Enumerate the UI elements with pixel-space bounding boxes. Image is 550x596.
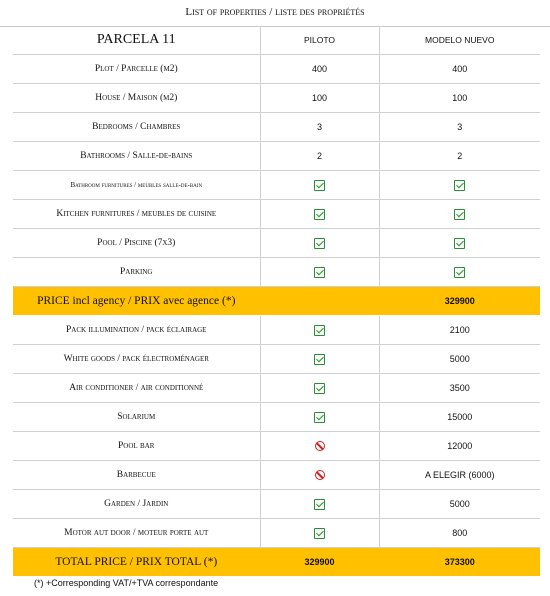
check-cell: [260, 171, 379, 200]
check-icon: [314, 354, 325, 365]
table-row: [13, 461, 540, 490]
check-icon: [454, 209, 465, 220]
row-label: Bathrooms / Salle-de-bains: [13, 142, 260, 171]
value-cell: 2100: [379, 316, 540, 345]
check-cell: [260, 519, 379, 548]
check-icon: [314, 238, 325, 249]
prohibited-icon: [315, 441, 325, 451]
row-label: Barbecue: [13, 461, 260, 490]
value-cell: 5000: [379, 490, 540, 519]
row-label: Solarium: [13, 403, 260, 432]
row-label: Pool / Piscine (7x3): [13, 229, 260, 258]
check-cell: [260, 200, 379, 229]
value-cell: 15000: [379, 403, 540, 432]
table-row: [13, 55, 540, 84]
value-cell: 3500: [379, 374, 540, 403]
value-cell: 2: [260, 142, 379, 171]
table-row: [13, 345, 540, 374]
check-icon: [454, 267, 465, 278]
table-row: [13, 229, 540, 258]
value-cell: 373300: [379, 548, 540, 577]
value-cell: 400: [379, 55, 540, 84]
check-cell: [260, 374, 379, 403]
row-label: Plot / Parcelle (m2): [13, 55, 260, 84]
value-cell: 100: [379, 84, 540, 113]
properties-table: [13, 26, 540, 577]
check-cell: [379, 258, 540, 287]
row-label: Pack illumination / pack éclairage: [13, 316, 260, 345]
row-label: Air conditioner / air conditionné: [13, 374, 260, 403]
value-cell: 2: [379, 142, 540, 171]
value-cell: 329900: [379, 287, 540, 316]
table-row: [13, 113, 540, 142]
check-cell: [260, 316, 379, 345]
row-label: PRICE incl agency / PRIX avec agence (*): [13, 287, 260, 316]
check-icon: [314, 267, 325, 278]
check-icon: [454, 238, 465, 249]
table-row: [13, 403, 540, 432]
value-cell: 100: [260, 84, 379, 113]
value-cell: 800: [379, 519, 540, 548]
row-label: Bedrooms / Chambres: [13, 113, 260, 142]
prohibited-cell: [260, 461, 379, 490]
value-cell: 3: [379, 113, 540, 142]
value-cell: A ELEGIR (6000): [379, 461, 540, 490]
check-cell: [379, 200, 540, 229]
value-cell: 5000: [379, 345, 540, 374]
total-row: [13, 548, 540, 577]
check-icon: [314, 528, 325, 539]
value-cell: [260, 287, 379, 316]
column-header-modelo-nuevo: MODELO NUEVO: [379, 26, 540, 55]
row-label: Kitchen furnitures / meubles de cuisine: [13, 200, 260, 229]
table-row: [13, 200, 540, 229]
page-title: List of properties / liste des propriétés: [0, 0, 550, 27]
check-cell: [260, 229, 379, 258]
table-row: [13, 316, 540, 345]
table-row: [13, 171, 540, 200]
table-row: [13, 490, 540, 519]
check-icon: [314, 412, 325, 423]
table-row: [13, 374, 540, 403]
prohibited-icon: [315, 470, 325, 480]
footnote: (*) +Corresponding VAT/+TVA correspondante: [34, 578, 219, 588]
table-row: [13, 432, 540, 461]
check-icon: [314, 180, 325, 191]
table-row: [13, 142, 540, 171]
row-label: White goods / pack électroménager: [13, 345, 260, 374]
value-cell: 12000: [379, 432, 540, 461]
row-label: Bathroom furnitures / meubles salle-de-bain: [13, 171, 260, 200]
row-label: TOTAL PRICE / PRIX TOTAL (*): [13, 548, 260, 577]
row-label: House / Maison (m2): [13, 84, 260, 113]
check-icon: [314, 325, 325, 336]
value-cell: 400: [260, 55, 379, 84]
prohibited-cell: [260, 432, 379, 461]
table-row: [13, 258, 540, 287]
row-label: Garden / Jardin: [13, 490, 260, 519]
row-label: Pool bar: [13, 432, 260, 461]
check-cell: [260, 345, 379, 374]
check-icon: [454, 180, 465, 191]
check-cell: [260, 403, 379, 432]
check-cell: [260, 490, 379, 519]
check-cell: [379, 171, 540, 200]
check-cell: [379, 229, 540, 258]
price-row: [13, 287, 540, 316]
row-label: Parking: [13, 258, 260, 287]
check-icon: [314, 383, 325, 394]
header-row: [13, 26, 540, 55]
check-cell: [260, 258, 379, 287]
table-row: [13, 519, 540, 548]
row-label: Motor aut door / moteur porte aut: [13, 519, 260, 548]
check-icon: [314, 209, 325, 220]
table-row: [13, 84, 540, 113]
parcel-name: PARCELA 11: [13, 26, 260, 55]
column-header-piloto: PILOTO: [260, 26, 379, 55]
value-cell: 3: [260, 113, 379, 142]
value-cell: 329900: [260, 548, 379, 577]
check-icon: [314, 499, 325, 510]
